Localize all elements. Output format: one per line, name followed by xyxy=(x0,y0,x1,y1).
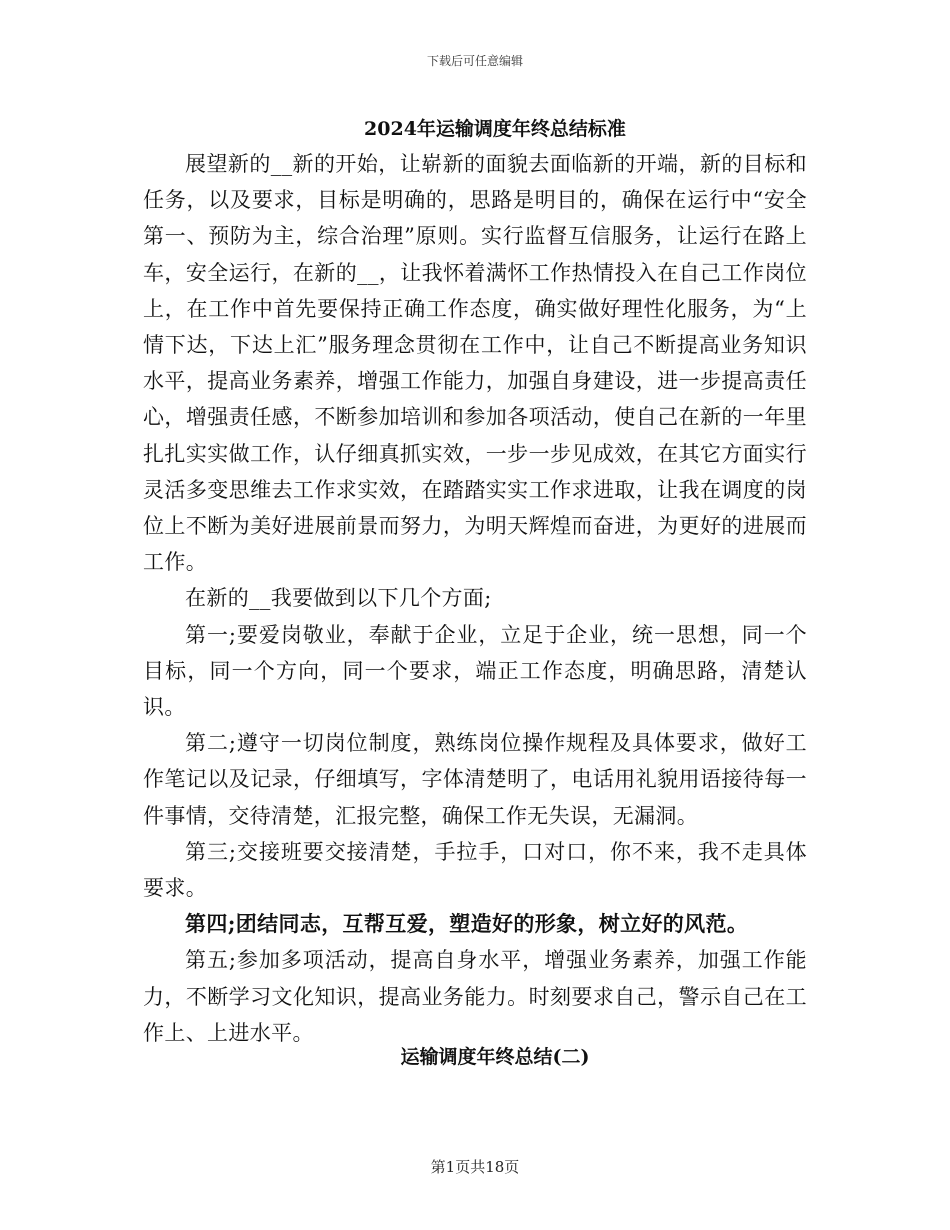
download-note: 下载后可任意编辑 xyxy=(426,54,523,68)
paragraph-aspects-lead: 在新的__我要做到以下几个方面; xyxy=(185,586,492,611)
paragraph-point-1: 第一;要爱岗敬业，奉献于企业，立足于企业，统一思想，同一个目标，同一个方向，同一个要求，端正工作态度，明确思路，清楚认识。 xyxy=(143,622,807,720)
paragraph-point-2: 第二;遵守一切岗位制度，熟练岗位操作规程及具体要求，做好工作笔记以及记录，仔细填写，字体清楚明了，电话用礼貌用语接待每一件事情，交待清楚，汇报完整，确保工作无失误，无漏洞。 xyxy=(143,731,807,828)
document-body xyxy=(143,146,807,1051)
paragraph-point-5: 第五;参加多项活动，提高自身水平，增强业务素养，加强工作能力，不断学习文化知识，提高业务能力。时刻要求自己，警示自己在工作上、上进水平。 xyxy=(143,948,807,1045)
paragraph-intro: 展望新的__新的开始，让崭新的面貌去面临新的开端，新的目标和任务，以及要求，目标是明确的，思路是明目的，确保在运行中“安全第一、预防为主，综合治理”原则。实行监督互信服务，让运行在路上车，安全运行，在新的__，让我怀着满怀工作热情投入在自己工作岗位上，在工作中首先要保持正确工作态度，确实做好理性化服务，为“上情下达，下达上汇”服务理念贯彻在工作中，让自己不断提高业务知识水平，提高业务素养，增强工作能力，加强自身建设，进一步提高责任心，增强责任感，不断参加培训和参加各项活动，使自己在新的一年里扎扎实实做工作，认仔细真抓实效，一步一步见成效，在其它方面实行灵活多变思维去工作求实效，在踏踏实实工作求进取，让我在调度的岗位上不断为美好进展前景而努力，为明天辉煌而奋进，为更好的进展而工作。 xyxy=(143,152,807,575)
section-title: 运输调度年终总结(二) xyxy=(400,1046,590,1068)
paragraph-point-4: 第四;团结同志，互帮互爱，塑造好的形象，树立好的风范。 xyxy=(185,911,749,937)
page-number: 第1页共18页 xyxy=(430,1158,520,1176)
paragraph-point-3: 第三;交接班要交接清楚，手拉手，口对口，你不来，我不走具体要求。 xyxy=(143,839,807,901)
document-title: 2024年运输调度年终总结标准 xyxy=(364,118,626,140)
